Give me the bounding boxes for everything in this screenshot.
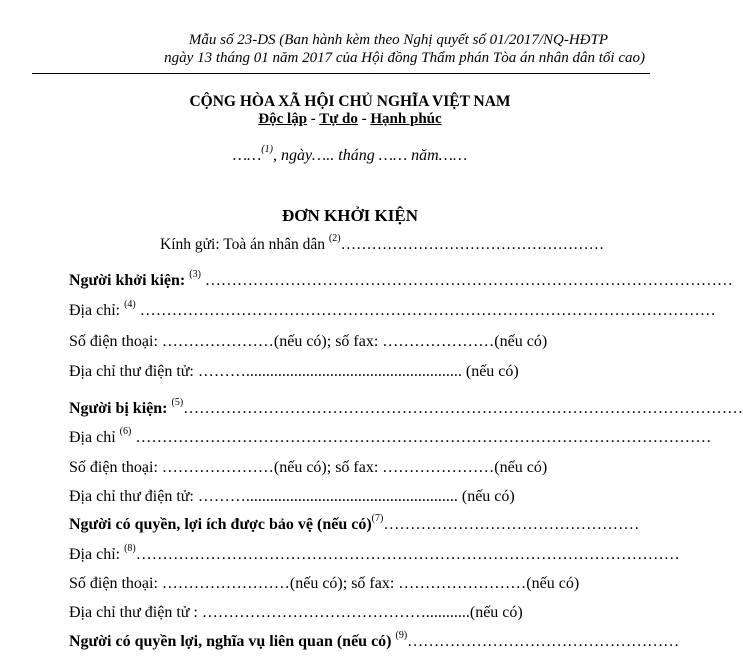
defendant-ref: (5): [171, 397, 184, 408]
recipient-label: Kính gửi: Toà án nhân dân: [160, 236, 326, 253]
plaintiff-phone-row[interactable]: [69, 333, 635, 351]
protected-email-row[interactable]: [69, 604, 635, 622]
protected-address-label: Địa chỉ:: [69, 546, 121, 563]
date-dots: ……: [232, 147, 262, 164]
protected-party-label: Người có quyền, lợi ích được bảo vệ (nếu có): [69, 516, 372, 533]
recipient-dots: ……………………………………………: [340, 236, 605, 253]
document-title: ĐƠN KHỞI KIỆN: [281, 206, 419, 225]
form-reference-line-1: Mẫu số 23-DS (Ban hành kèm theo Nghị quyết số 01/2017/NQ-HĐTP: [188, 32, 608, 48]
recipient-ref: (2): [328, 233, 341, 244]
date-text: , ngày….. tháng …… năm……: [272, 147, 468, 164]
motto-freedom: Tự do: [319, 111, 358, 127]
plaintiff-address-label: Địa chỉ:: [69, 302, 121, 319]
related-party-ref: (9): [395, 630, 408, 641]
header-divider: [32, 73, 650, 74]
related-party-row[interactable]: [69, 630, 680, 651]
plaintiff-address-ref: (4): [124, 299, 136, 310]
defendant-label: Người bị kiện:: [69, 400, 168, 417]
defendant-phone-row[interactable]: [69, 459, 635, 477]
motto-sep-1: -: [307, 111, 320, 127]
national-name: CỘNG HÒA XÃ HỘI CHỦ NGHĨA VIỆT NAM: [189, 93, 511, 110]
plaintiff-phone-text: Số điện thoại: …………………(nếu có); số fax: …………………(nếu có): [69, 333, 548, 350]
plaintiff-ref: (3): [189, 269, 201, 280]
plaintiff-email-row[interactable]: [69, 363, 635, 381]
protected-email-text: Địa chỉ thư điện tử : ……………………………………...........(nếu có): [69, 604, 523, 621]
protected-phone-row[interactable]: [69, 575, 635, 593]
motto-happiness: Hạnh phúc: [370, 111, 442, 127]
related-party-label: Người có quyền lợi, nghĩa vụ liên quan (nếu có): [69, 633, 392, 650]
plaintiff-address-row[interactable]: [69, 299, 716, 320]
protected-party-row[interactable]: [69, 513, 640, 534]
defendant-address-label: Địa chỉ: [69, 429, 116, 446]
plaintiff-fill: ………………………………………………………………………………………: [200, 272, 733, 289]
related-party-fill: ……………………………………………: [407, 633, 680, 650]
protected-party-fill: …………………………………………: [383, 516, 640, 533]
date-line: [0, 144, 700, 165]
protected-address-row[interactable]: [69, 543, 680, 564]
protected-address-fill: …………………………………………………………………………………………: [135, 546, 680, 563]
recipient-line: [160, 233, 605, 254]
plaintiff-name-row[interactable]: [69, 269, 733, 290]
defendant-name-row[interactable]: [69, 397, 743, 418]
protected-address-ref: (8): [124, 543, 136, 554]
defendant-address-fill: ………………………………………………………………………………………………: [131, 429, 712, 446]
plaintiff-email-text: Địa chỉ thư điện tử: ………...................................................... (nếu có): [69, 363, 519, 380]
form-reference-line-2: ngày 13 tháng 01 năm 2017 của Hội đồng Thẩm phán Tòa án nhân dân tối cao): [164, 50, 645, 66]
defendant-email-row[interactable]: [69, 488, 635, 506]
defendant-fill: ……………………………………………………………………………………………: [183, 400, 743, 417]
defendant-address-ref: (6): [119, 426, 132, 437]
national-motto: [0, 111, 700, 128]
protected-phone-text: Số điện thoại: ……………………(nếu có); số fax: ……………………(nếu có): [69, 575, 580, 592]
plaintiff-label: Người khởi kiện:: [69, 272, 186, 289]
defendant-address-row[interactable]: [69, 426, 712, 447]
defendant-phone-text: Số điện thoại: …………………(nếu có); số fax: …………………(nếu có): [69, 459, 548, 476]
motto-independence: Độc lập: [258, 111, 308, 127]
protected-party-ref: (7): [371, 513, 384, 524]
plaintiff-address-fill: ………………………………………………………………………………………………: [135, 302, 716, 319]
defendant-email-text: Địa chỉ thư điện tử: ………..................................................... (nếu có): [69, 488, 515, 505]
date-ref: (1): [261, 144, 273, 155]
motto-sep-2: -: [357, 111, 371, 127]
